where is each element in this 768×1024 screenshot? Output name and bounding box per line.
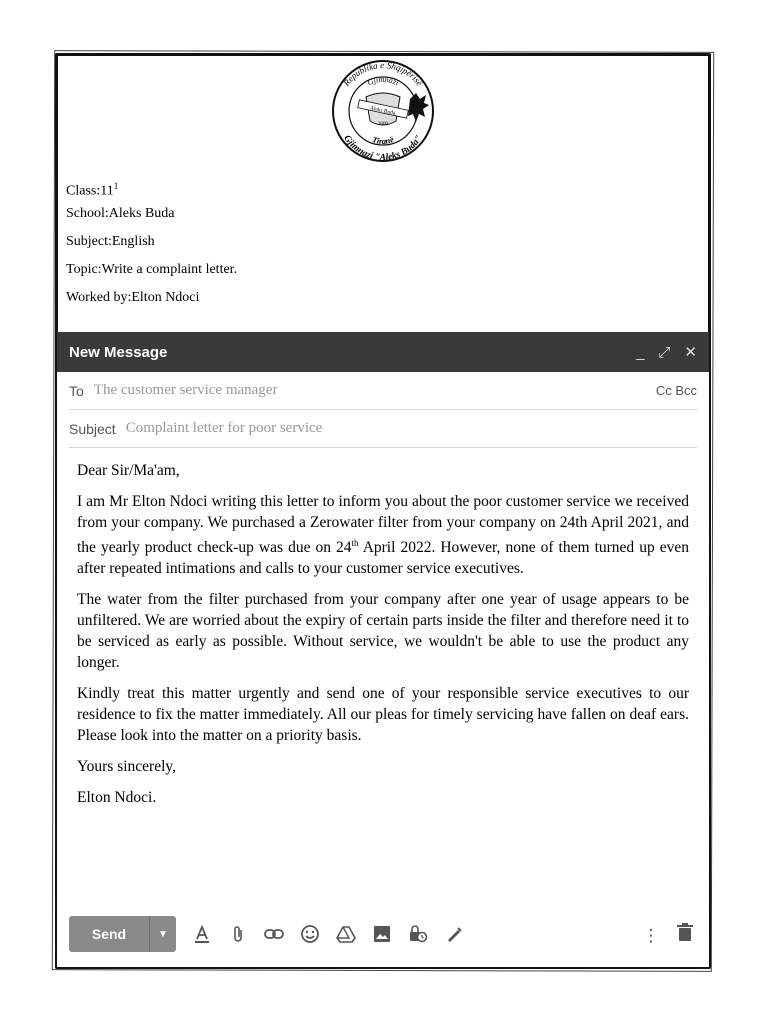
subject-line: Subject:English bbox=[66, 234, 155, 249]
svg-text:Tiranë: Tiranë bbox=[370, 134, 396, 147]
signature: Elton Ndoci. bbox=[77, 789, 157, 807]
format-tools bbox=[190, 922, 466, 946]
topic-line: Topic:Write a complaint letter. bbox=[66, 262, 238, 277]
compose-titlebar bbox=[57, 332, 709, 372]
confidential-icon[interactable] bbox=[406, 922, 430, 946]
message-body[interactable] bbox=[57, 448, 709, 808]
paragraph-2: The water from the filter purchased from your company after one year of usage appears to be unfiltered. We are worried about the expiry of certain parts inside the filter and therefore need it to be serviced as early as possible. Without service, we wouldn't be able to use the product any longer. bbox=[77, 591, 689, 672]
photo-icon[interactable] bbox=[370, 922, 394, 946]
drive-icon[interactable] bbox=[334, 922, 358, 946]
minimize-icon[interactable]: _ bbox=[636, 343, 645, 361]
formatting-icon[interactable] bbox=[190, 922, 214, 946]
to-row[interactable] bbox=[69, 372, 697, 410]
greeting: Dear Sir/Ma'am, bbox=[77, 462, 180, 479]
svg-text:2000: 2000 bbox=[378, 122, 388, 127]
student-info bbox=[66, 172, 237, 312]
subject-row[interactable] bbox=[69, 410, 697, 448]
expand-icon[interactable]: ⤢ bbox=[658, 343, 671, 361]
compose-window bbox=[57, 332, 709, 967]
svg-text:Aleks Buda: Aleks Buda bbox=[369, 105, 396, 117]
subject-field[interactable]: Complaint letter for poor service bbox=[125, 420, 323, 436]
cc-bcc-link[interactable]: Cc Bcc bbox=[655, 383, 697, 398]
to-field[interactable]: The customer service manager bbox=[93, 382, 278, 398]
to-label: To bbox=[69, 382, 84, 399]
attach-icon[interactable] bbox=[226, 922, 250, 946]
emoji-icon[interactable] bbox=[298, 922, 322, 946]
discard-icon[interactable] bbox=[673, 920, 697, 944]
send-button[interactable]: Send bbox=[69, 916, 150, 952]
send-options-icon[interactable]: ▼ bbox=[158, 928, 168, 940]
close-icon[interactable]: ✕ bbox=[684, 344, 697, 361]
signature-icon[interactable] bbox=[442, 922, 466, 946]
worked-by-line: Worked by:Elton Ndoci bbox=[66, 290, 200, 305]
paragraph-1: I am Mr Elton Ndoci writing this letter to inform you about the poor customer service we received from your company. We purchased a Zerowater filter from your company on 24th April 2021, and the yearly product check-up was due on 24th April 2022. However, none of them turned up even after repeated intimations and calls to your customer service executives. bbox=[77, 493, 689, 578]
link-icon[interactable] bbox=[262, 922, 286, 946]
subject-label: Subject bbox=[69, 420, 116, 437]
svg-text:Gjimnazi "Aleks Buda": Gjimnazi "Aleks Buda" bbox=[341, 133, 425, 163]
compose-toolbar bbox=[69, 915, 697, 953]
paragraph-3: Kindly treat this matter urgently and send one of your responsible service executives to our residence to fix the matter immediately. All our pleas for timely servicing have fallen on deaf ears. Please look into the matter on a priority basis. bbox=[77, 685, 689, 745]
svg-text:Gjimnazi: Gjimnazi bbox=[366, 74, 401, 88]
school-seal-logo bbox=[326, 59, 440, 163]
class-line: $Class:11^1$ bbox=[66, 181, 119, 199]
school-line: School:Aleks Buda bbox=[66, 206, 175, 221]
send-button-group bbox=[69, 916, 176, 952]
more-options-icon[interactable]: ⋮ bbox=[642, 926, 660, 946]
closing: Yours sincerely, bbox=[77, 758, 177, 776]
compose-title: New Message bbox=[69, 343, 168, 361]
toolbar-right bbox=[633, 920, 697, 948]
svg-text:Republika e Shqipërisë: Republika e Shqipërisë bbox=[341, 59, 425, 88]
